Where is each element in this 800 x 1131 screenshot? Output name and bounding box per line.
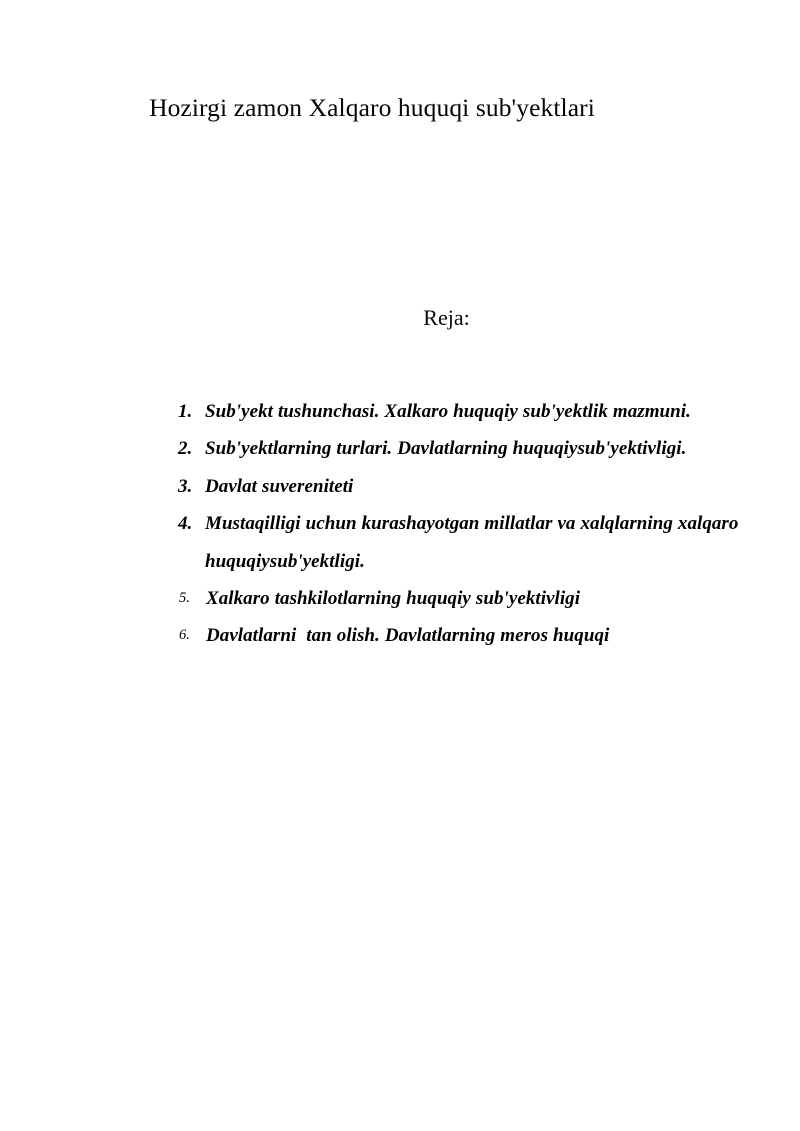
list-item-text: Davlat suvereniteti <box>205 475 354 497</box>
list-item-text: Mustaqilligi uchun kurashayotgan millatlar va xalqlarning xalqaro huquqiysub'yektligi. <box>205 513 744 572</box>
list-item <box>178 468 778 505</box>
list-item-marker: 3. <box>178 475 193 497</box>
plan-list <box>138 393 778 655</box>
list-item-marker: 6. <box>179 627 190 644</box>
list-item-marker: 1. <box>178 401 193 422</box>
list-item <box>178 393 778 430</box>
list-item-text: Sub'yekt tushunchasi. Xalkaro huquqiy sub'yektlik mazmuni. <box>205 401 691 422</box>
list-item <box>178 580 778 617</box>
list-item <box>178 430 778 467</box>
list-item <box>178 617 778 654</box>
list-item-marker: 5. <box>179 590 190 607</box>
list-item-marker: 2. <box>178 438 193 460</box>
list-item <box>178 505 778 580</box>
list-item-text: Sub'yektlarning turlari. Davlatlarning huquqiysub'yektivligi. <box>205 438 687 460</box>
list-item-text: Davlatlarni tan olish. Davlatlarning meros huquqi <box>206 625 610 647</box>
list-item-text: Xalkaro tashkilotlarning huquqiy sub'yektivligi <box>206 588 581 610</box>
page-title: Hozirgi zamon Xalqaro huquqi sub'yektlari <box>149 93 595 123</box>
list-item-marker: 4. <box>178 513 193 535</box>
section-heading-reja: Reja: <box>423 305 470 330</box>
